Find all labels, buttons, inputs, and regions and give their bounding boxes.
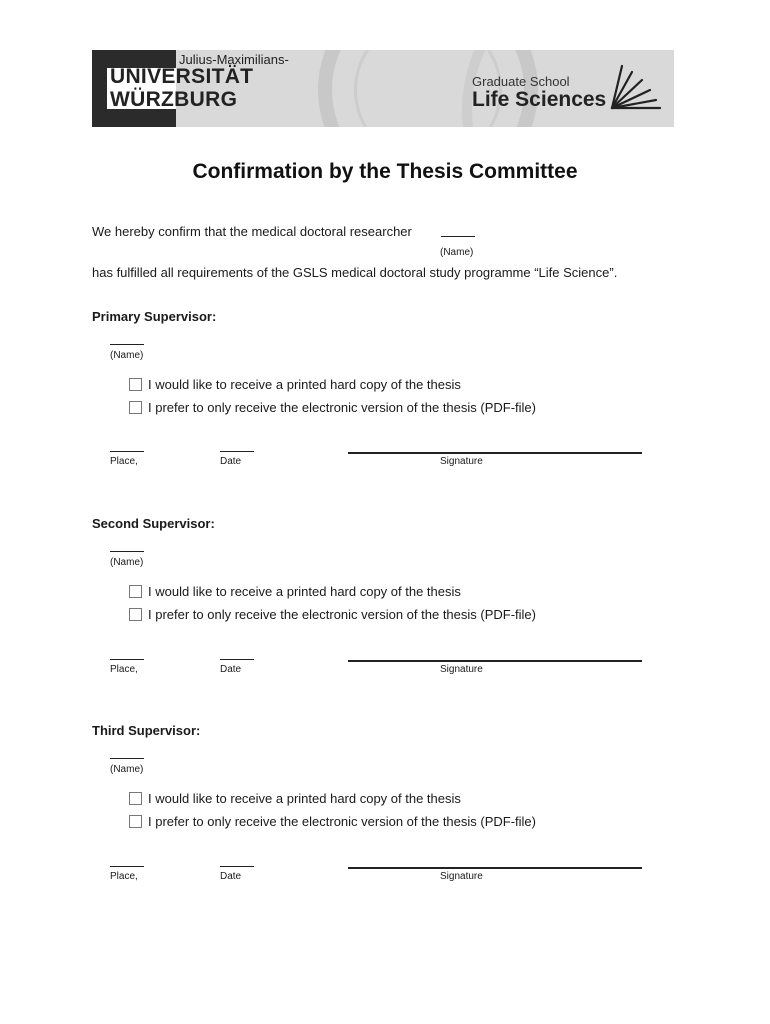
electronic-copy-label: I prefer to only receive the electronic version of the thesis (PDF-file): [148, 400, 536, 415]
university-name-line3: WÜRZBURG: [110, 88, 238, 111]
header-banner: [92, 50, 674, 127]
supervisor-name-field[interactable]: [110, 344, 144, 345]
date-caption: Date: [220, 871, 242, 882]
printed-copy-label: I would like to receive a printed hard copy of the thesis: [148, 791, 461, 806]
electronic-copy-label: I prefer to only receive the electronic version of the thesis (PDF-file): [148, 814, 536, 829]
intro-sentence-end: has fulfilled all requirements of the GSLS medical doctoral study programme “Life Science”.: [92, 265, 618, 280]
section-heading: Third Supervisor:: [92, 723, 201, 738]
signature-field[interactable]: [348, 660, 642, 662]
researcher-name-field[interactable]: [441, 236, 475, 237]
date-caption: Date: [220, 456, 242, 467]
date-caption: Date: [220, 664, 242, 675]
printed-copy-checkbox[interactable]: [129, 585, 142, 598]
school-name-line1: Graduate School: [472, 74, 570, 89]
date-field[interactable]: [220, 659, 254, 660]
signature-field[interactable]: [348, 452, 642, 454]
life-sciences-rays-icon: [608, 62, 664, 112]
printed-copy-checkbox[interactable]: [129, 378, 142, 391]
section-heading: Second Supervisor:: [92, 516, 215, 531]
supervisor-name-caption: (Name): [110, 764, 144, 775]
university-name-line2: UNIVERSITÄT: [110, 65, 254, 88]
university-name-line1: Julius-Maximilians-: [179, 52, 289, 67]
printed-copy-checkbox[interactable]: [129, 792, 142, 805]
place-caption: Place,: [110, 871, 138, 882]
date-field[interactable]: [220, 451, 254, 452]
supervisor-name-field[interactable]: [110, 551, 144, 552]
signature-caption: Signature: [440, 456, 483, 467]
place-field[interactable]: [110, 451, 144, 452]
signature-field[interactable]: [348, 867, 642, 869]
supervisor-name-caption: (Name): [110, 350, 144, 361]
supervisor-name-field[interactable]: [110, 758, 144, 759]
electronic-copy-checkbox[interactable]: [129, 815, 142, 828]
researcher-name-caption: (Name): [440, 247, 474, 258]
page-title: Confirmation by the Thesis Committee: [192, 160, 578, 183]
signature-caption: Signature: [440, 664, 483, 675]
electronic-copy-label: I prefer to only receive the electronic version of the thesis (PDF-file): [148, 607, 536, 622]
intro-sentence-start: We hereby confirm that the medical doctoral researcher: [92, 224, 412, 239]
signature-caption: Signature: [440, 871, 483, 882]
date-field[interactable]: [220, 866, 254, 867]
place-field[interactable]: [110, 659, 144, 660]
supervisor-name-caption: (Name): [110, 557, 144, 568]
place-caption: Place,: [110, 456, 138, 467]
place-caption: Place,: [110, 664, 138, 675]
section-heading: Primary Supervisor:: [92, 309, 217, 324]
school-name-line2: Life Sciences: [472, 88, 607, 111]
printed-copy-label: I would like to receive a printed hard copy of the thesis: [148, 584, 461, 599]
electronic-copy-checkbox[interactable]: [129, 401, 142, 414]
place-field[interactable]: [110, 866, 144, 867]
electronic-copy-checkbox[interactable]: [129, 608, 142, 621]
printed-copy-label: I would like to receive a printed hard copy of the thesis: [148, 377, 461, 392]
